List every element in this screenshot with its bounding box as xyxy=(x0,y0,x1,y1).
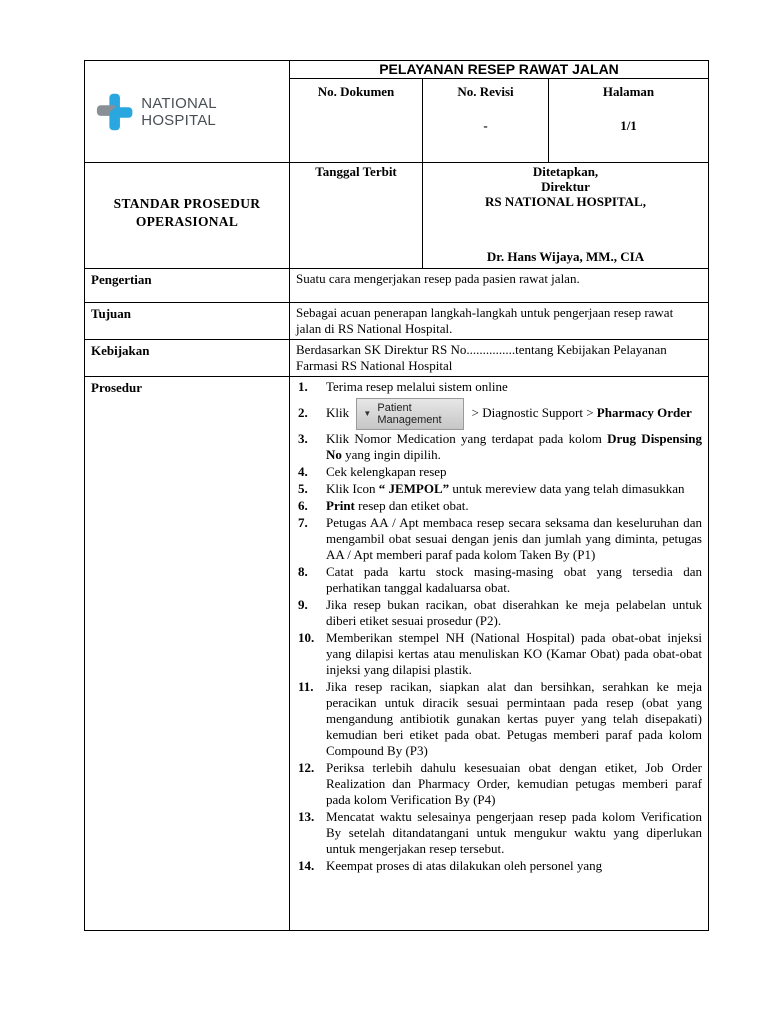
procedure-step xyxy=(296,379,702,395)
step-text: Periksa terlebih dahulu kesesuaian obat dengan etiket, Job Order Realization dan Pharmacy Order, kemudian petugas memberi paraf pada kolom Verification By (P4) xyxy=(326,760,702,807)
step-text: Catat pada kartu stock masing-masing obat yang tersedia dan perhatikan tanggal kadaluarsa obat. xyxy=(326,564,702,595)
procedure-step xyxy=(296,858,702,874)
step-text: Klik Nomor Medication yang terdapat pada kolom Drug Dispensing No yang ingin dipilih. xyxy=(326,431,702,462)
no-dokumen-label: No. Dokumen xyxy=(317,84,395,99)
procedure-step xyxy=(296,597,702,629)
procedure-step xyxy=(296,498,702,514)
step-number: 5. xyxy=(298,481,308,496)
no-dokumen-cell xyxy=(290,79,423,163)
procedure-step xyxy=(296,760,702,808)
kebijakan-label: Kebijakan xyxy=(85,340,290,377)
halaman-value: 1/1 xyxy=(620,118,637,133)
procedure-step xyxy=(296,809,702,857)
step-number: 8. xyxy=(298,564,308,579)
step-number: 2. xyxy=(298,405,308,420)
procedure-step xyxy=(296,630,702,678)
step-text-bold: Print xyxy=(326,498,355,513)
signatory-name: Dr. Hans Wijaya, MM., CIA xyxy=(486,249,645,264)
logo-text: NATIONAL HOSPITAL xyxy=(141,94,217,129)
hospital-name: RS NATIONAL HOSPITAL, xyxy=(485,194,646,209)
document-title: PELAYANAN RESEP RAWAT JALAN xyxy=(290,61,709,79)
step-number: 1. xyxy=(298,379,308,394)
no-revisi-value: - xyxy=(483,118,488,133)
procedure-step xyxy=(296,431,702,463)
procedure-step xyxy=(296,464,702,480)
step-number: 14. xyxy=(298,858,315,873)
step-text: Keempat proses di atas dilakukan oleh personel yang xyxy=(326,858,603,873)
step-text: Petugas AA / Apt membaca resep secara seksama dan keseluruhan dan mengambil obat sesuai dengan jenis dan jumlah yang diminta, petugas AA / Apt memberi paraf pada kolom Taken By (P1) xyxy=(326,515,702,562)
step-text: Print resep dan etiket obat. xyxy=(326,498,469,513)
procedure-step xyxy=(296,679,702,759)
step-text: Jika resep racikan, siapkan alat dan bersihkan, serahkan ke meja peracikan untuk diracik sesuai permintaan pada resep (obat yang mengandung antibiotik gunakan kertas puyer yang telah disepakati) kemudian beri etiket pada obat. Petugas memberi paraf pada kolom Compound By (P3) xyxy=(326,679,702,758)
procedure-step xyxy=(296,515,702,563)
patient-management-label: Patient Management xyxy=(377,402,442,426)
step-text xyxy=(326,398,702,430)
prosedur-cell xyxy=(290,377,709,931)
pengertian-label: Pengertian xyxy=(85,269,290,303)
no-revisi-cell xyxy=(423,79,549,163)
kebijakan-text: Berdasarkan SK Direktur RS No...............tentang Kebijakan Pelayanan Farmasi RS National Hospital xyxy=(290,340,709,377)
caret-down-icon: ▼ xyxy=(363,409,372,418)
step-text-bold: Drug Dispensing No xyxy=(326,431,702,462)
tanggal-terbit-label: Tanggal Terbit xyxy=(315,164,397,179)
procedure-step xyxy=(296,398,702,430)
step-text: Terima resep melalui sistem online xyxy=(326,379,508,394)
tanggal-terbit-cell xyxy=(290,163,423,269)
no-revisi-label: No. Revisi xyxy=(457,84,514,99)
logo-cell xyxy=(85,61,290,163)
hospital-logo xyxy=(85,90,289,134)
step-number: 13. xyxy=(298,809,315,824)
sop-title-line2: OPERASIONAL xyxy=(135,214,239,229)
sop-title xyxy=(85,163,289,231)
ditetapkan-label: Ditetapkan, xyxy=(532,164,599,179)
step-number: 4. xyxy=(298,464,308,479)
step-number: 7. xyxy=(298,515,308,530)
prosedur-label: Prosedur xyxy=(85,377,290,931)
approval-cell xyxy=(423,163,709,269)
step-text-pre: Klik xyxy=(326,404,350,420)
hospital-cross-icon xyxy=(95,90,135,134)
step-text: Klik Icon “ JEMPOL” untuk mereview data yang telah dimasukkan xyxy=(326,481,685,496)
step-text-bold: “ JEMPOL” xyxy=(378,481,450,496)
halaman-cell xyxy=(549,79,709,163)
step-text: Jika resep bukan racikan, obat diserahkan ke meja pelabelan untuk diberi etiket sesuai prosedur (P2). xyxy=(326,597,702,628)
sop-title-cell xyxy=(85,163,290,269)
prosedur-content xyxy=(290,379,708,927)
step-text-post: > Diagnostic Support > xyxy=(471,404,594,420)
halaman-label: Halaman xyxy=(602,84,655,99)
step-number: 3. xyxy=(298,431,308,446)
sop-title-line1: STANDAR PROSEDUR xyxy=(113,196,261,211)
step-number: 10. xyxy=(298,630,315,645)
tujuan-text: Sebagai acuan penerapan langkah-langkah untuk pengerjaan resep rawat jalan di RS National Hospital. xyxy=(290,303,709,340)
step-text: Memberikan stempel NH (National Hospital) pada obat-obat injeksi yang dilapisi kertas atau menuliskan KO (Kamar Obat) pada obat-obat injeksi yang dilapisi plastik. xyxy=(326,630,702,677)
direktur-label: Direktur xyxy=(541,179,590,194)
step-number: 11. xyxy=(298,679,314,694)
sop-table xyxy=(84,60,709,931)
step-number: 9. xyxy=(298,597,308,612)
step-text-bold: Pharmacy Order xyxy=(596,404,692,420)
procedure-list xyxy=(290,379,708,874)
procedure-step xyxy=(296,481,702,497)
step-number: 6. xyxy=(298,498,308,513)
step-text: Cek kelengkapan resep xyxy=(326,464,447,479)
pengertian-text: Suatu cara mengerjakan resep pada pasien rawat jalan. xyxy=(290,269,709,303)
procedure-step xyxy=(296,564,702,596)
tujuan-label: Tujuan xyxy=(85,303,290,340)
patient-management-button[interactable] xyxy=(356,398,464,430)
step-number: 12. xyxy=(298,760,315,775)
step-text: Mencatat waktu selesainya pengerjaan resep pada kolom Verification By setelah ditandatangani untuk mengukur waktu yang diperlukan untuk mengerjakan resep tersebut. xyxy=(326,809,702,856)
